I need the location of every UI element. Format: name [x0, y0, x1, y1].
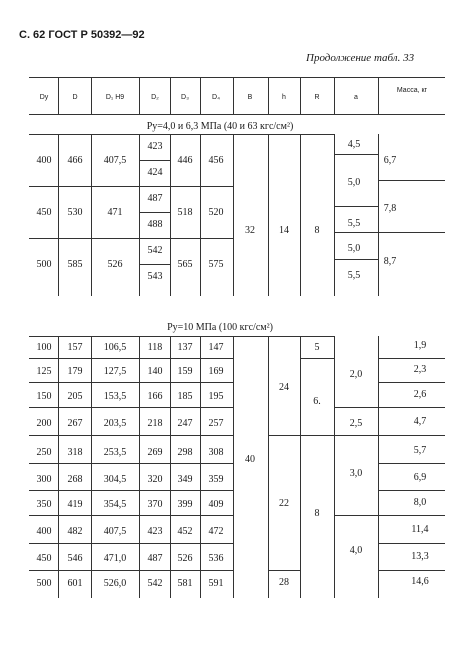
column-divider	[233, 336, 234, 598]
cell-a: 5,0	[347, 243, 361, 254]
cell-d: 466	[67, 155, 83, 166]
cell-dy: 350	[36, 499, 52, 510]
cell-separator	[378, 490, 445, 491]
cell-b: 40	[245, 454, 255, 465]
cell-d3: 137	[177, 342, 193, 353]
header-divider	[170, 77, 171, 114]
column-divider	[91, 134, 92, 296]
header-divider	[378, 77, 379, 114]
column-divider	[378, 134, 379, 296]
cell-a: 5,5	[347, 218, 361, 229]
cell-d1: 354,5	[103, 499, 127, 510]
cell-d: 267	[67, 418, 83, 429]
cell-a: 2,0	[349, 369, 363, 380]
cell-dy: 100	[36, 342, 52, 353]
header-divider	[91, 77, 92, 114]
section1-title: Py=4,0 и 6,3 МПа (40 и 63 кгс/см²)	[146, 121, 294, 132]
cell-h: 22	[279, 498, 289, 509]
cell-dy: 300	[36, 474, 52, 485]
cell-d2: 424	[147, 167, 163, 178]
cell-d2: 542	[147, 578, 163, 589]
row-separator	[29, 358, 233, 359]
cell-mass: 2,3	[413, 364, 427, 375]
cell-h: 14	[279, 225, 289, 236]
cell-d4: 169	[208, 366, 224, 377]
cell-h: 24	[279, 382, 289, 393]
row-separator	[29, 570, 233, 571]
cell-d4: 359	[208, 474, 224, 485]
cell-d4: 257	[208, 418, 224, 429]
column-divider	[139, 134, 140, 296]
column-divider	[334, 134, 335, 296]
cell-mass: 2,6	[413, 389, 427, 400]
cell-d2: 423	[147, 141, 163, 152]
cell-d3: 581	[177, 578, 193, 589]
row-separator	[29, 407, 233, 408]
header-divider	[139, 77, 140, 114]
cell-d3: 399	[177, 499, 193, 510]
col-header-r: R	[314, 94, 320, 101]
column-divider	[58, 336, 59, 598]
cell-separator	[334, 515, 378, 516]
cell-separator	[268, 570, 300, 571]
cell-d2: 140	[147, 366, 163, 377]
column-divider	[200, 336, 201, 598]
cell-d2: 166	[147, 391, 163, 402]
header-divider	[300, 77, 301, 114]
col-header-d1: D₁ H9	[105, 94, 125, 101]
cell-separator	[268, 435, 334, 436]
cell-d: 585	[67, 259, 83, 270]
cell-a: 4,0	[349, 545, 363, 556]
row-separator	[29, 186, 233, 187]
column-divider	[170, 336, 171, 598]
cell-separator	[139, 264, 170, 265]
cell-d: 546	[67, 553, 83, 564]
row-separator	[29, 382, 233, 383]
cell-separator	[378, 382, 445, 383]
column-divider	[300, 134, 301, 296]
cell-separator	[378, 407, 445, 408]
cell-dy: 450	[36, 207, 52, 218]
header-divider	[58, 77, 59, 114]
cell-dy: 450	[36, 553, 52, 564]
column-divider	[91, 336, 92, 598]
cell-d: 318	[67, 447, 83, 458]
cell-d4: 456	[208, 155, 224, 166]
col-header-d2: D₂	[151, 94, 159, 101]
cell-d1: 526	[107, 259, 123, 270]
column-divider	[58, 134, 59, 296]
cell-d4: 591	[208, 578, 224, 589]
header-divider	[268, 77, 269, 114]
cell-dy: 200	[36, 418, 52, 429]
col-header-d: D	[72, 94, 78, 101]
col-header-a: a	[354, 94, 358, 101]
cell-d2: 269	[147, 447, 163, 458]
row-separator	[29, 490, 233, 491]
cell-d2: 423	[147, 526, 163, 537]
cell-d: 268	[67, 474, 83, 485]
cell-separator	[334, 232, 378, 233]
col-header-d4: D₄	[212, 94, 220, 101]
cell-mass: 4,7	[413, 416, 427, 427]
cell-separator	[378, 543, 445, 544]
row-separator	[29, 515, 233, 516]
col-header-d3: D₃	[181, 94, 189, 101]
cell-separator	[378, 180, 445, 181]
cell-mass: 6,7	[383, 155, 397, 166]
cell-mass: 1,9	[413, 340, 427, 351]
cell-d4: 536	[208, 553, 224, 564]
cell-d4: 520	[208, 207, 224, 218]
cell-separator	[334, 206, 378, 207]
cell-mass: 6,9	[413, 472, 427, 483]
cell-d4: 409	[208, 499, 224, 510]
cell-d3: 185	[177, 391, 193, 402]
cell-separator	[378, 232, 445, 233]
cell-d1: 127,5	[103, 366, 127, 377]
cell-mass: 11,4	[411, 524, 429, 535]
cell-separator	[378, 570, 445, 571]
cell-d2: 488	[147, 219, 163, 230]
cell-separator	[378, 358, 445, 359]
cell-d2: 542	[147, 245, 163, 256]
cell-separator	[378, 463, 445, 464]
column-divider	[233, 134, 234, 296]
header-divider	[334, 77, 335, 114]
cell-separator	[334, 154, 378, 155]
cell-d3: 446	[177, 155, 193, 166]
col-header-h: h	[282, 94, 286, 101]
cell-d1: 471	[107, 207, 123, 218]
cell-d1: 203,5	[103, 418, 127, 429]
cell-mass: 5,7	[413, 445, 427, 456]
cell-d: 601	[67, 578, 83, 589]
cell-d1: 304,5	[103, 474, 127, 485]
cell-dy: 400	[36, 526, 52, 537]
cell-d3: 349	[177, 474, 193, 485]
column-divider	[300, 336, 301, 598]
cell-d2: 487	[147, 193, 163, 204]
column-divider	[200, 134, 201, 296]
column-divider	[170, 134, 171, 296]
cell-r: 8	[314, 508, 320, 519]
cell-d: 205	[67, 391, 83, 402]
cell-dy: 500	[36, 259, 52, 270]
cell-r: 6.	[313, 396, 321, 407]
column-divider	[378, 336, 379, 598]
cell-d4: 147	[208, 342, 224, 353]
cell-mass: 8,0	[413, 497, 427, 508]
cell-d4: 575	[208, 259, 224, 270]
cell-d2: 118	[147, 342, 163, 353]
cell-d1: 106,5	[103, 342, 127, 353]
cell-mass: 14,6	[411, 576, 429, 587]
cell-a: 5,5	[347, 270, 361, 281]
cell-d: 179	[67, 366, 83, 377]
col-header-dy: Dy	[39, 94, 49, 101]
cell-a: 3,0	[349, 468, 363, 479]
section1-top-border	[29, 134, 334, 135]
cell-d1: 153,5	[103, 391, 127, 402]
column-divider	[268, 336, 269, 598]
cell-dy: 250	[36, 447, 52, 458]
cell-dy: 400	[36, 155, 52, 166]
cell-r: 8	[314, 225, 320, 236]
cell-d1: 407,5	[103, 526, 127, 537]
cell-r: 5	[314, 342, 320, 353]
column-divider	[268, 134, 269, 296]
row-separator	[29, 435, 233, 436]
table-continuation-label: Продолжение табл. 33	[306, 52, 415, 64]
cell-d3: 526	[177, 553, 193, 564]
section2-top-border	[29, 336, 334, 337]
cell-d1: 526,0	[103, 578, 127, 589]
cell-separator	[334, 259, 378, 260]
cell-d: 482	[67, 526, 83, 537]
cell-dy: 150	[36, 391, 52, 402]
page-header: С. 62 ГОСТ Р 50392—92	[19, 29, 145, 41]
cell-mass: 8,7	[383, 256, 397, 267]
cell-d: 157	[67, 342, 83, 353]
cell-d1: 407,5	[103, 155, 127, 166]
header-bottom-border	[29, 114, 445, 115]
cell-separator	[378, 515, 445, 516]
cell-d: 419	[67, 499, 83, 510]
cell-separator	[139, 160, 170, 161]
cell-d4: 195	[208, 391, 224, 402]
row-separator	[29, 543, 233, 544]
col-header-mass: Масса, кг	[396, 87, 428, 94]
cell-mass: 7,8	[383, 203, 397, 214]
cell-d4: 308	[208, 447, 224, 458]
cell-d2: 218	[147, 418, 163, 429]
cell-d2: 320	[147, 474, 163, 485]
cell-a: 2,5	[349, 418, 363, 429]
cell-d1: 471,0	[103, 553, 127, 564]
cell-separator	[334, 435, 378, 436]
cell-d2: 487	[147, 553, 163, 564]
cell-separator	[300, 358, 334, 359]
column-divider	[334, 336, 335, 598]
section2-title: Py=10 МПа (100 кгс/см²)	[167, 322, 273, 333]
row-separator	[29, 463, 233, 464]
cell-b: 32	[245, 225, 255, 236]
cell-separator	[378, 435, 445, 436]
column-divider	[139, 336, 140, 598]
cell-dy: 125	[36, 366, 52, 377]
cell-d3: 298	[177, 447, 193, 458]
cell-separator	[139, 212, 170, 213]
cell-d3: 565	[177, 259, 193, 270]
header-divider	[233, 77, 234, 114]
cell-d2: 543	[147, 271, 163, 282]
cell-a: 4,5	[347, 139, 361, 150]
row-separator	[29, 238, 233, 239]
cell-h: 28	[279, 577, 289, 588]
cell-d4: 472	[208, 526, 224, 537]
cell-d: 530	[67, 207, 83, 218]
cell-d3: 518	[177, 207, 193, 218]
cell-d3: 159	[177, 366, 193, 377]
cell-mass: 13,3	[411, 551, 429, 562]
cell-separator	[334, 407, 378, 408]
cell-d2: 370	[147, 499, 163, 510]
cell-d3: 247	[177, 418, 193, 429]
cell-d1: 253,5	[103, 447, 127, 458]
header-divider	[200, 77, 201, 114]
col-header-b: B	[247, 94, 253, 101]
cell-dy: 500	[36, 578, 52, 589]
cell-a: 5,0	[347, 177, 361, 188]
cell-d3: 452	[177, 526, 193, 537]
